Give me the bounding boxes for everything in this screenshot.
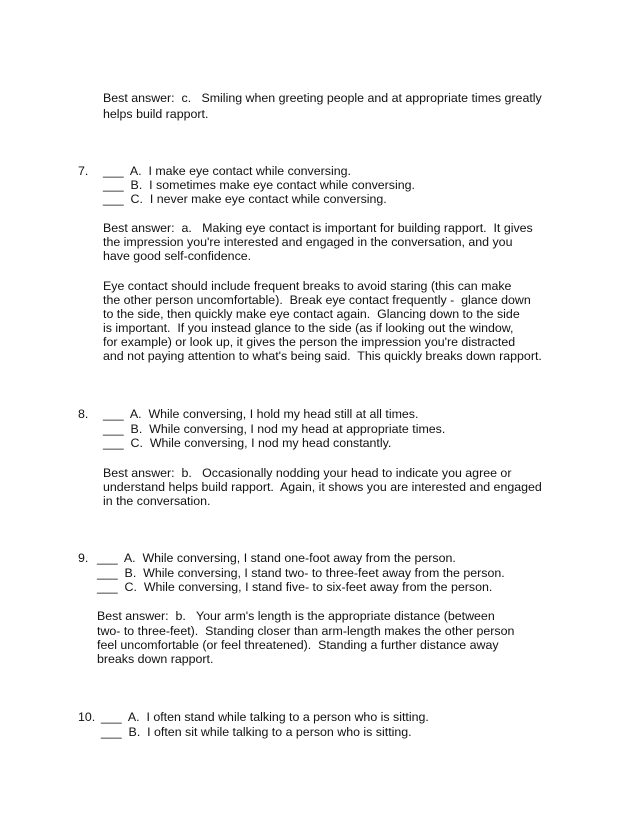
question-number: 9. bbox=[78, 551, 89, 565]
option-a: ___ A. While conversing, I hold my head still at all times. bbox=[103, 407, 419, 421]
explanation-line: the other person uncomfortable). Break eye contact frequently - glance down bbox=[103, 293, 531, 307]
answer-line: two- to three-feet). Standing closer than arm-length makes the other person bbox=[97, 624, 515, 638]
option-b: ___ B. While conversing, I stand two- to three-feet away from the person. bbox=[97, 566, 505, 580]
answer-line: feel uncomfortable (or feel threatened). Standing a further distance away bbox=[97, 638, 499, 652]
answer-line: helps build rapport. bbox=[103, 107, 209, 121]
answer-line: breaks down rapport. bbox=[97, 652, 214, 666]
option-b: ___ B. While conversing, I nod my head at appropriate times. bbox=[103, 422, 446, 436]
explanation-line: Eye contact should include frequent breaks to avoid staring (this can make bbox=[103, 279, 512, 293]
answer-line: Best answer: b. Your arm's length is the appropriate distance (between bbox=[97, 609, 495, 623]
option-c: ___ C. While conversing, I nod my head constantly. bbox=[103, 436, 392, 450]
option-c: ___ C. I never make eye contact while conversing. bbox=[103, 192, 387, 206]
question-number: 10. bbox=[78, 710, 96, 724]
answer-line: Best answer: c. Smiling when greeting people and at appropriate times greatly bbox=[103, 91, 542, 105]
answer-line: Best answer: b. Occasionally nodding your head to indicate you agree or bbox=[103, 466, 512, 480]
option-b: ___ B. I sometimes make eye contact while conversing. bbox=[103, 178, 415, 192]
option-b: ___ B. I often sit while talking to a person who is sitting. bbox=[101, 725, 412, 739]
answer-line: in the conversation. bbox=[103, 494, 211, 508]
option-a: ___ A. I make eye contact while conversing. bbox=[103, 164, 351, 178]
explanation-line: to the side, then quickly make eye contact again. Glancing down to the side bbox=[103, 307, 520, 321]
explanation-line: for example) or look up, it gives the person the impression you're distracted bbox=[103, 335, 516, 349]
answer-line: the impression you're interested and engaged in the conversation, and you bbox=[103, 235, 513, 249]
question-number: 8. bbox=[78, 407, 89, 421]
explanation-line: is important. If you instead glance to the side (as if looking out the window, bbox=[103, 321, 514, 335]
answer-line: have good self-confidence. bbox=[103, 249, 252, 263]
option-a: ___ A. I often stand while talking to a person who is sitting. bbox=[101, 710, 429, 724]
option-a: ___ A. While conversing, I stand one-foot away from the person. bbox=[97, 551, 456, 565]
answer-line: Best answer: a. Making eye contact is important for building rapport. It gives bbox=[103, 221, 533, 235]
question-number: 7. bbox=[78, 164, 89, 178]
answer-line: understand helps build rapport. Again, it shows you are interested and engaged bbox=[103, 480, 542, 494]
explanation-line: and not paying attention to what's being said. This quickly breaks down rapport. bbox=[103, 349, 542, 363]
option-c: ___ C. While conversing, I stand five- to six-feet away from the person. bbox=[97, 580, 493, 594]
